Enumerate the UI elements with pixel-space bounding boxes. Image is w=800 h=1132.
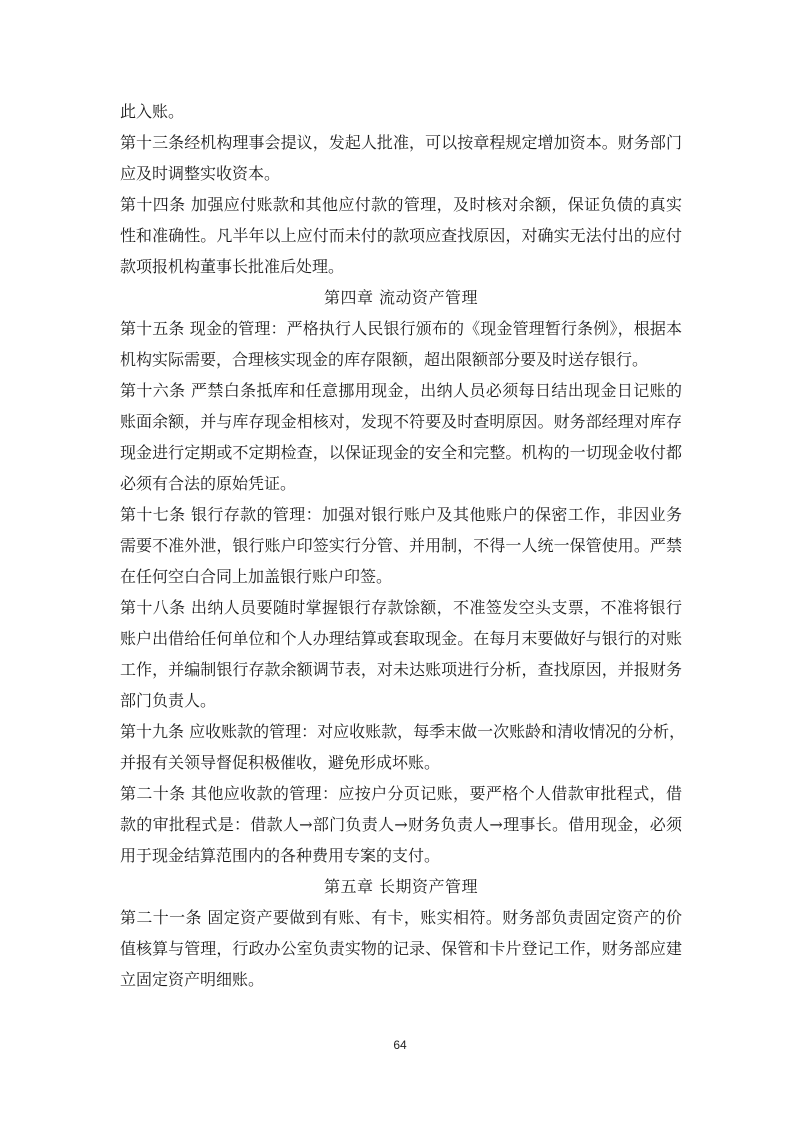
body-text-line: 需要不准外泄，银行账户印签实行分管、并用制，不得一人统一保管使用。严禁 xyxy=(120,536,682,555)
body-text-line: 账面余额，并与库存现金相核对，发现不符要及时查明原因。财务部经理对库存 xyxy=(120,412,682,431)
body-text-line: 必须有合法的原始凭证。 xyxy=(120,474,297,493)
body-text-line: 第十八条 出纳人员要随时掌握银行存款馀额，不准签发空头支票，不准将银行 xyxy=(120,598,682,617)
body-text-line: 款的审批程式是：借款人→部门负责人→财务负责人→理事长。借用现金，必须 xyxy=(120,815,682,834)
body-text-line: 工作，并编制银行存款余额调节表，对未达账项进行分析，查找原因，并报财务 xyxy=(120,660,682,679)
body-text-line: 并报有关领导督促积极催收，避免形成坏账。 xyxy=(120,753,441,772)
body-text-line: 第十三条经机构理事会提议，发起人批准，可以按章程规定增加资本。财务部门 xyxy=(120,133,682,152)
body-text-line: 应及时调整实收资本。 xyxy=(120,164,281,183)
body-text-line: 现金进行定期或不定期检查，以保证现金的安全和完整。机构的一切现金收付都 xyxy=(120,443,682,462)
chapter-heading: 第四章 流动资产管理 xyxy=(323,288,479,307)
body-text-line: 第二十一条 固定资产要做到有账、有卡，账实相符。财务部负责固定资产的价 xyxy=(120,908,682,927)
body-text-line: 账户出借给任何单位和个人办理结算或套取现金。在每月末要做好与银行的对账 xyxy=(120,629,682,648)
body-text-line: 部门负责人。 xyxy=(120,691,217,710)
body-text-line: 款项报机构董事长批准后处理。 xyxy=(120,257,345,276)
body-text-line: 第十六条 严禁白条抵库和任意挪用现金，出纳人员必须每日结出现金日记账的 xyxy=(120,381,682,400)
body-text-line: 第十四条 加强应付账款和其他应付款的管理，及时核对余额，保证负债的真实 xyxy=(120,195,682,214)
document-body xyxy=(120,96,686,995)
body-text-line: 第十七条 银行存款的管理：加强对银行账户及其他账户的保密工作，非因业务 xyxy=(120,505,682,524)
body-text-line: 第二十条 其他应收款的管理：应按户分页记账，要严格个人借款审批程式，借 xyxy=(120,784,682,803)
body-text-line: 第十五条 现金的管理：严格执行人民银行颁布的《现金管理暂行条例》，根据本 xyxy=(120,319,682,338)
body-text-line: 用于现金结算范围内的各种费用专案的支付。 xyxy=(120,846,441,865)
page-number: 64 xyxy=(393,1038,407,1052)
body-text-line: 此入账。 xyxy=(120,102,185,121)
chapter-heading: 第五章 长期资产管理 xyxy=(323,877,479,896)
body-text-line: 性和准确性。凡半年以上应付而未付的款项应查找原因，对确实无法付出的应付 xyxy=(120,226,682,245)
body-text-line: 立固定资产明细账。 xyxy=(120,970,265,989)
body-text-line: 机构实际需要，合理核实现金的库存限额，超出限额部分要及时送存银行。 xyxy=(120,350,649,369)
body-text-line: 第十九条 应收账款的管理：对应收账款，每季末做一次账龄和清收情况的分析， xyxy=(120,722,686,741)
body-text-line: 值核算与管理，行政办公室负责实物的记录、保管和卡片登记工作，财务部应建 xyxy=(120,939,682,958)
body-text-line: 在任何空白合同上加盖银行账户印签。 xyxy=(120,567,393,586)
